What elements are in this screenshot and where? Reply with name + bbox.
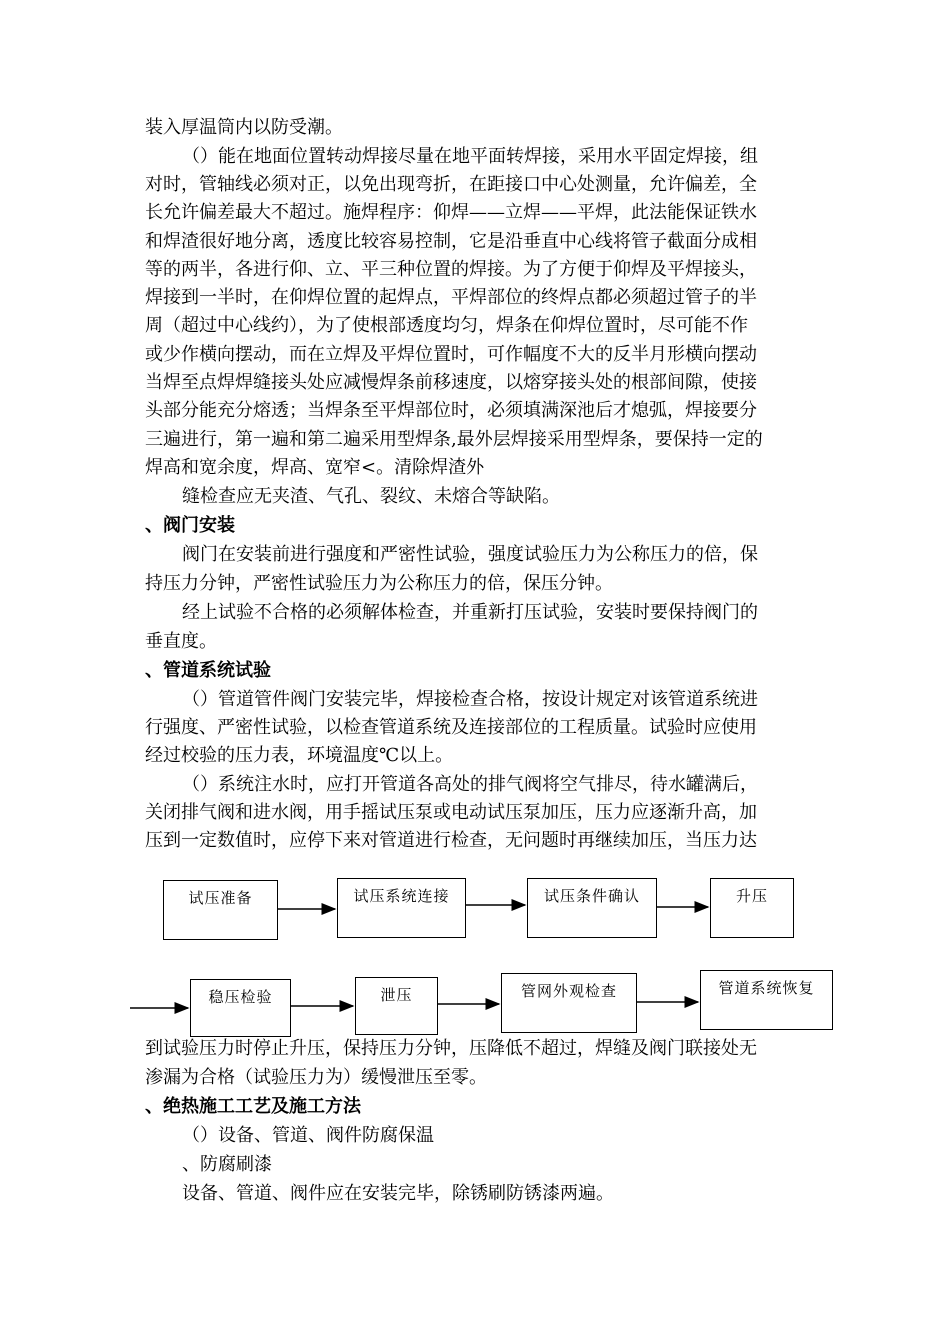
text-line: 周（超过中心线约），为了使根部透度均匀，焊条在仰焊位置时，尽可能不作: [145, 315, 748, 336]
flow-step-prepare: 试压准备: [163, 880, 278, 940]
flow-step-stabilize: 稳压检验: [190, 979, 291, 1037]
flow-step-connect: 试压系统连接: [337, 878, 466, 938]
text-line: （）设备、管道、阀件防腐保温: [182, 1125, 434, 1146]
text-line: 头部分能充分熔透；当焊条至平焊部位时，必须填满深池后才熄弧，焊接要分: [145, 400, 757, 421]
text-line: 对时，管轴线必须对正，以免出现弯折，在距接口中心处测量，允许偏差，全: [145, 174, 757, 195]
flow-step-inspect: 管网外观检查: [501, 973, 637, 1033]
text-line: 当焊至点焊焊缝接头处应减慢焊条前移速度，以熔穿接头处的根部间隙，使接: [145, 372, 757, 393]
text-line: 关闭排气阀和进水阀，用手摇试压泵或电动试压泵加压，压力应逐渐升高，加: [145, 802, 757, 823]
text-line: 压到一定数值时，应停下来对管道进行检查，无问题时再继续加压，当压力达: [145, 830, 757, 851]
text-line: 或少作横向摆动，而在立焊及平焊位置时，可作幅度不大的反半月形横向摆动: [145, 344, 757, 365]
text-line: 焊高和宽余度，焊高、宽窄<。清除焊渣外: [145, 457, 485, 478]
section-heading: 、管道系统试验: [145, 660, 271, 681]
text-line: 缝检查应无夹渣、气孔、裂纹、未熔合等缺陷。: [182, 486, 560, 507]
text-line: （）能在地面位置转动焊接尽量在地平面转焊接，采用水平固定焊接，组: [182, 146, 758, 167]
text-line: （）系统注水时，应打开管道各高处的排气阀将空气排尽，待水罐满后，: [182, 774, 758, 795]
flow-step-release: 泄压: [355, 977, 438, 1035]
text-line: 和焊渣很好地分离，透度比较容易控制，它是沿垂直中心线将管子截面分成相: [145, 231, 757, 252]
text-line: 焊接到一半时，在仰焊位置的起焊点，平焊部位的终焊点都必须超过管子的半: [145, 287, 757, 308]
text-line: 设备、管道、阀件应在安装完毕，除锈刷防锈漆两遍。: [182, 1183, 614, 1204]
text-line: 持压力分钟，严密性试验压力为公称压力的倍，保压分钟。: [145, 573, 613, 594]
text-line: 长允许偏差最大不超过。施焊程序：仰焊——立焊——平焊，此法能保证铁水: [145, 202, 757, 223]
text-line: 等的两半，各进行仰、立、平三种位置的焊接。为了方便于仰焊及平焊接头，: [145, 259, 757, 280]
text-line: 装入厚温筒内以防受潮。: [145, 117, 343, 138]
text-line: 垂直度。: [145, 631, 217, 652]
section-heading: 、绝热施工工艺及施工方法: [145, 1096, 361, 1117]
text-line: 经上试验不合格的必须解体检查，并重新打压试验，安装时要保持阀门的: [182, 602, 758, 623]
flow-step-pressurize: 升压: [710, 878, 794, 938]
flow-step-confirm: 试压条件确认: [527, 878, 657, 938]
section-heading: 、阀门安装: [145, 515, 235, 536]
text-line: 三遍进行，第一遍和第二遍采用型焊条,最外层焊接采用型焊条，要保持一定的: [145, 429, 763, 450]
text-line: 渗漏为合格（试验压力为）缓慢泄压至零。: [145, 1067, 487, 1088]
text-line: 、防腐刷漆: [182, 1154, 272, 1175]
text-line: 阀门在安装前进行强度和严密性试验，强度试验压力为公称压力的倍，保: [182, 544, 758, 565]
text-line: 行强度、严密性试验，以检查管道系统及连接部位的工程质量。试验时应使用: [145, 717, 757, 738]
text-line: 到试验压力时停止升压，保持压力分钟，压降低不超过，焊缝及阀门联接处无: [145, 1038, 757, 1059]
text-line: 经过校验的压力表，环境温度℃以上。: [145, 745, 454, 766]
flow-step-restore: 管道系统恢复: [700, 970, 833, 1030]
text-line: （）管道管件阀门安装完毕，焊接检查合格，按设计规定对该管道系统进: [182, 689, 758, 710]
